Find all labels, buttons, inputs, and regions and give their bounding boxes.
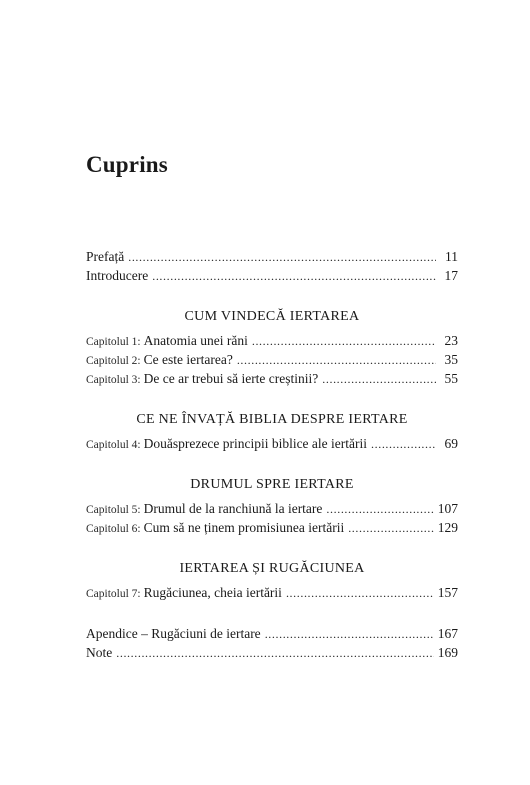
chapter-prefix: Capitolul 4: [86, 439, 141, 451]
toc-entry-chapter-6[interactable] [86, 520, 458, 539]
dot-leader [326, 502, 433, 517]
toc-entry-introduction[interactable] [86, 268, 458, 287]
dot-leader [252, 334, 436, 349]
dot-leader [286, 586, 434, 601]
toc-entry-notes[interactable] [86, 645, 458, 664]
toc-entry-label: Rugăciunea, cheia iertării [143, 585, 282, 600]
toc-entry-appendix[interactable] [86, 626, 458, 645]
toc-page-number: 23 [444, 333, 458, 348]
toc-entry-label: Apendice – Rugăciuni de iertare [86, 626, 261, 641]
toc-entry-chapter-1[interactable] [86, 333, 458, 352]
toc-entry-chapter-3[interactable] [86, 371, 458, 390]
chapter-prefix: Capitolul 3: [86, 374, 141, 386]
page-title: Cuprins [86, 152, 168, 177]
toc-entry-preface[interactable] [86, 249, 458, 268]
toc-entry-label: Introducere [86, 268, 149, 283]
toc-page-number: 157 [437, 585, 458, 600]
toc-entry-chapter-5[interactable] [86, 501, 458, 520]
toc-entry-label: Douăsprezece principii biblice ale iertării [143, 436, 368, 451]
dot-leader [322, 372, 436, 387]
dot-leader [237, 353, 436, 368]
chapter-prefix: Capitolul 6: [86, 523, 141, 535]
toc-page-number: 107 [437, 501, 458, 516]
toc-page-number: 169 [437, 645, 458, 660]
toc-page-number: 11 [445, 249, 458, 264]
dot-leader [116, 646, 434, 661]
toc-page-number: 35 [444, 352, 458, 367]
table-of-contents [86, 249, 458, 664]
toc-entry-label: Anatomia unei răni [143, 333, 248, 348]
chapter-prefix: Capitolul 7: [86, 588, 141, 600]
part-heading: IERTAREA ȘI RUGĂCIUNEA [179, 561, 365, 576]
dot-leader [128, 250, 436, 265]
toc-entry-chapter-4[interactable] [86, 436, 458, 455]
toc-page-number: 129 [437, 520, 458, 535]
toc-entry-chapter-2[interactable] [86, 352, 458, 371]
dot-leader [371, 437, 436, 452]
toc-entry-label: Drumul de la ranchiună la iertare [143, 501, 323, 516]
dot-leader [152, 269, 436, 284]
dot-leader [348, 521, 434, 536]
toc-page-number: 167 [437, 626, 458, 641]
toc-entry-label: De ce ar trebui să ierte creștinii? [143, 371, 319, 386]
toc-page-number: 55 [444, 371, 458, 386]
chapter-prefix: Capitolul 2: [86, 355, 141, 367]
toc-entry-chapter-7[interactable] [86, 585, 458, 604]
toc-page-number: 69 [444, 436, 458, 451]
toc-entry-label: Cum să ne ținem promisiunea iertării [143, 520, 345, 535]
toc-entry-label: Ce este iertarea? [143, 352, 233, 367]
chapter-prefix: Capitolul 5: [86, 504, 141, 516]
part-heading: DRUMUL SPRE IERTARE [190, 477, 354, 492]
toc-page-number: 17 [444, 268, 458, 283]
part-heading: CUM VINDECĂ IERTAREA [184, 309, 360, 324]
toc-entry-label: Note [86, 645, 113, 660]
part-heading: CE NE ÎNVAȚĂ BIBLIA DESPRE IERTARE [136, 412, 408, 427]
dot-leader [265, 627, 434, 642]
toc-entry-label: Prefață [86, 249, 125, 264]
chapter-prefix: Capitolul 1: [86, 336, 141, 348]
